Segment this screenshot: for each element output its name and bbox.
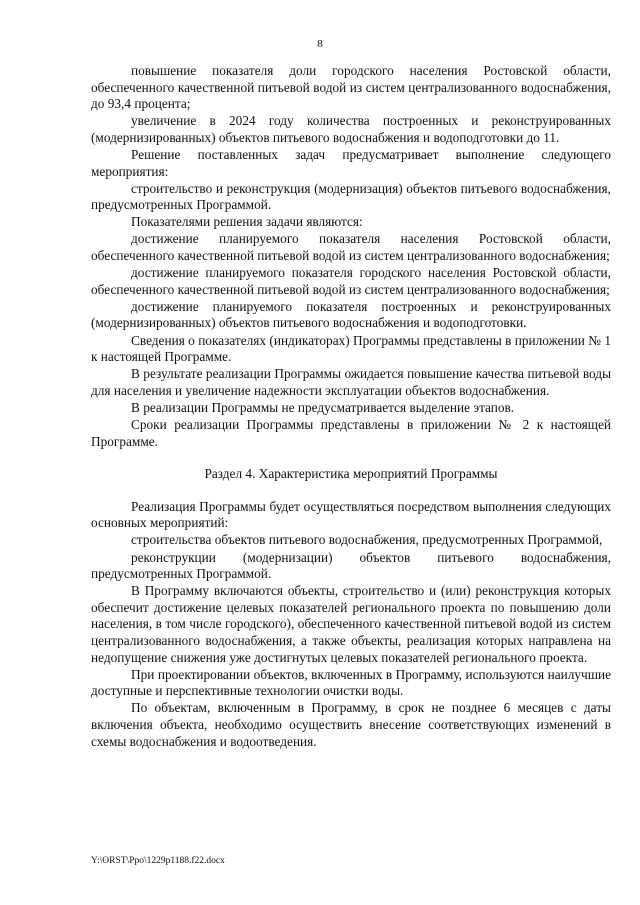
paragraph: По объектам, включенным в Программу, в срок не позднее 6 месяцев с даты включения объекта, необходимо осуществить внесение соответствующих изменений в схемы водоснабжения и водоотведения.	[91, 700, 611, 749]
document-body	[91, 63, 611, 751]
paragraph: достижение планируемого показателя городского населения Ростовской области, обеспеченного качественной питьевой водой из систем централизованного водоснабжения;	[91, 265, 611, 297]
paragraph: В реализации Программы не предусматривается выделение этапов.	[131, 399, 515, 415]
paragraph: строительство и реконструкция (модернизация) объектов питьевого водоснабжения, предусмотренных Программой.	[91, 180, 611, 213]
paragraph: достижение планируемого показателя построенных и реконструированных (модернизированных) объектов питьевого водоснабжения и водоподготовки.	[91, 298, 611, 331]
paragraph: Реализация Программы будет осуществляться посредством выполнения следующих основных мероприятий:	[91, 498, 611, 531]
paragraph: Сведения о показателях (индикаторах) Программы представлены в приложении № 1 к настоящей Программе.	[91, 332, 611, 365]
page-number: 8	[317, 38, 323, 50]
paragraph: В Программу включаются объекты, строительство и (или) реконструкция которых обеспечит достижение целевых показателей регионального проекта по повышению доли населения, в том числе городского), обеспеченного качественной питьевой водой из систем централизованного водоснабжения, а также объекты, реализация которых направлена на недопущение снижения уже достигнутых целевых показателей регионального проекта.	[91, 583, 611, 665]
paragraph: Показателями решения задачи являются:	[131, 214, 363, 230]
paragraph: повышение показателя доли городского населения Ростовской области, обеспеченного качественной питьевой водой из систем централизованного водоснабжения, до 93,4 процента;	[91, 63, 611, 112]
paragraph: достижение планируемого показателя населения Ростовской области, обеспеченного качественной питьевой водой из систем централизованного водоснабжения;	[91, 231, 611, 264]
paragraph: Сроки реализации Программы представлены в приложении № 2 к настоящей Программе.	[91, 416, 611, 449]
paragraph: реконструкции (модернизации) объектов питьевого водоснабжения, предусмотренных Программой.	[91, 549, 611, 582]
paragraph: Решение поставленных задач предусматривает выполнение следующего мероприятия:	[91, 146, 611, 179]
paragraph: В результате реализации Программы ожидается повышение качества питьевой воды для населения и увеличение надежности эксплуатации объектов водоснабжения.	[91, 366, 611, 398]
footer-file-path: Y:\ORST\Ppo\1229p1188.f22.docx	[91, 856, 225, 866]
paragraph: строительства объектов питьевого водоснабжения, предусмотренных Программой,	[131, 532, 603, 548]
paragraph: увеличение в 2024 году количества построенных и реконструированных (модернизированных) объектов питьевого водоснабжения и водоподготовки до 11.	[91, 113, 611, 145]
section-heading: Раздел 4. Характеристика мероприятий Программы	[204, 466, 498, 482]
paragraph: При проектировании объектов, включенных в Программу, используются наилучшие доступные и перспективные технологии очистки воды.	[91, 666, 611, 699]
